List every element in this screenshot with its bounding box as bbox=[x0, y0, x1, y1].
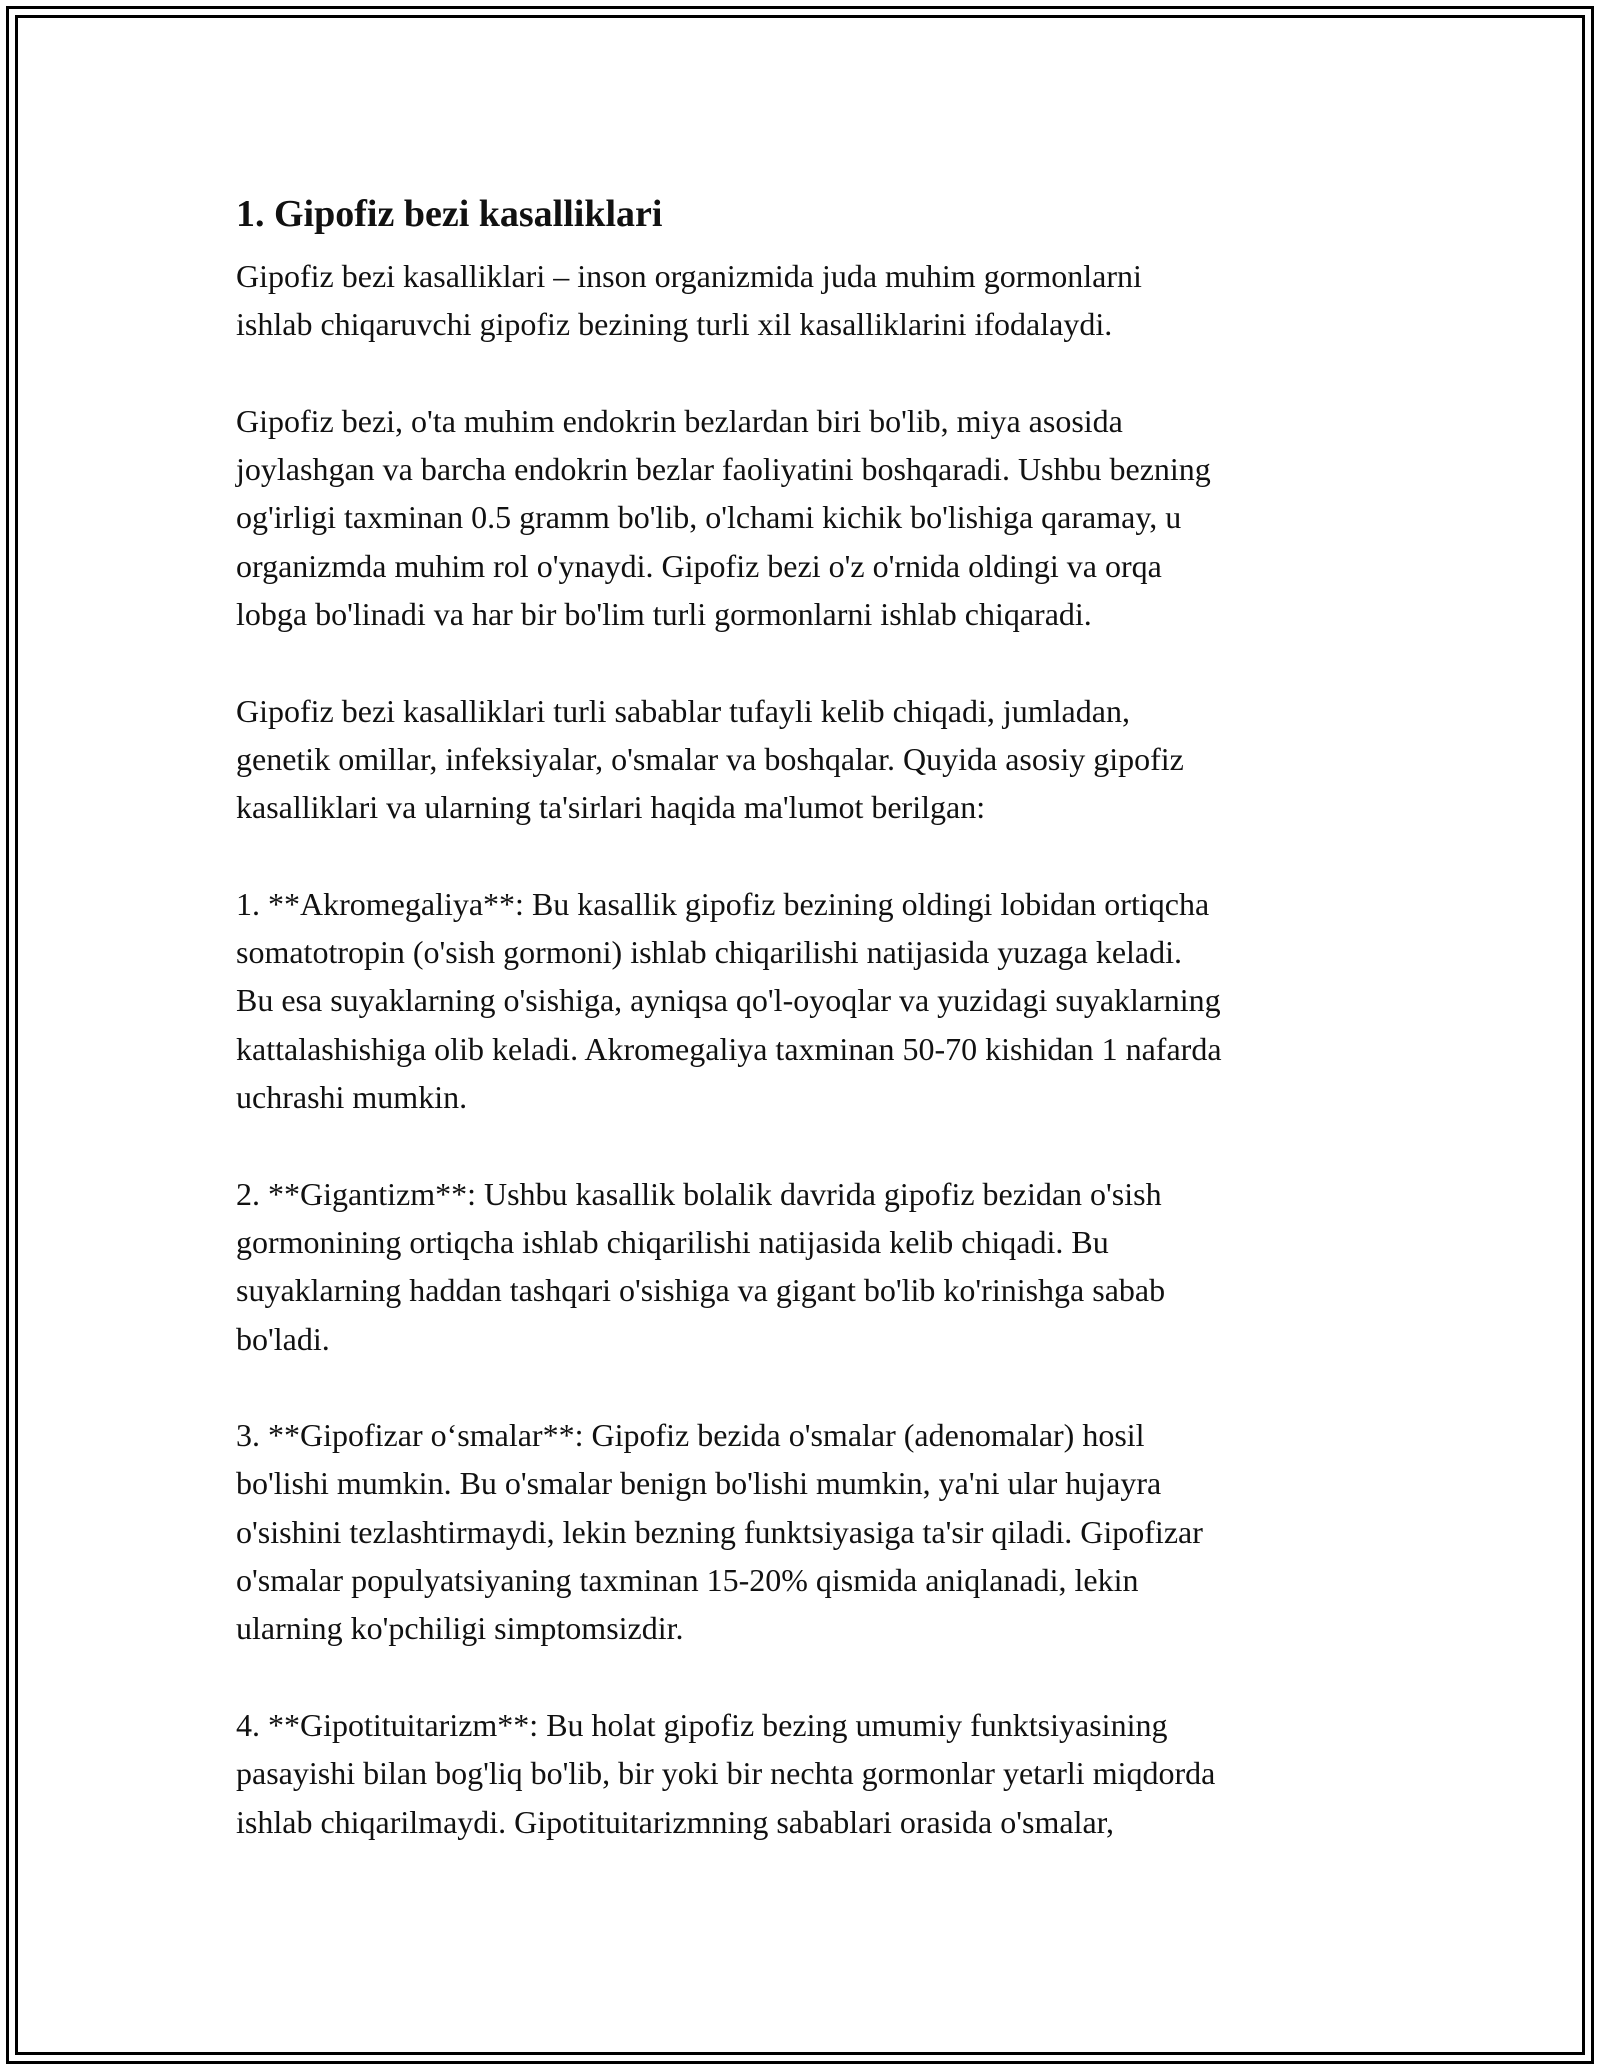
causes-paragraph: Gipofiz bezi kasalliklari turli sabablar tufayli kelib chiqadi, jumladan, genetik omillar, infeksiyalar, o'smalar va boshqalar. Quyida asosiy gipofiz kasalliklari va ularning ta'sirlari haqida ma'lumot berilgan: bbox=[236, 692, 1184, 826]
list-item-gigantizm: 2. **Gigantizm**: Ushbu kasallik bolalik davrida gipofiz bezidan o'sish gormonining ortiqcha ishlab chiqarilishi natijasida kelib chiqadi. Bu suyaklarning haddan tashqari o'sishiga va gigant bo'lib ko'rinishga sabab bo'ladi. bbox=[236, 1175, 1166, 1357]
document-body bbox=[236, 186, 1376, 1894]
list-item-gipotituitarizm: 4. **Gipotituitarizm**: Bu holat gipofiz bezing umumiy funktsiyasining pasayishi bilan bog'liq bo'lib, bir yoki bir nechta gormonlar yetarli miqdorda ishlab chiqarilmaydi. Gipotituitarizmning sabablari orasida o'smalar, bbox=[236, 1706, 1216, 1840]
intro-paragraph: Gipofiz bezi kasalliklari – inson organizmida juda muhim gormonlarni ishlab chiqaruvchi gipofiz bezining turli xil kasalliklarini ifodalaydi. bbox=[236, 258, 1142, 343]
description-paragraph: Gipofiz bezi, o'ta muhim endokrin bezlardan biri bo'lib, miya asosida joylashgan va barcha endokrin bezlar faoliyatini boshqaradi. Ushbu bezning og'irligi taxminan 0.5 gramm bo'lib, o'lchami kichik bo'lishiga qaramay, u organizmda muhim rol o'ynaydi. Gipofiz bezi o'z o'rnida oldingi va orqa lobga bo'linadi va har bir bo'lim turli gormonlarni ishlab chiqaradi. bbox=[236, 402, 1211, 633]
list-item-akromegaliya: 1. **Akromegaliya**: Bu kasallik gipofiz bezining oldingi lobidan ortiqcha somatotropin (o'sish gormoni) ishlab chiqarilishi natijasida yuzaga keladi. Bu esa suyaklarning o'sishiga, ayniqsa qo'l-oyoqlar va yuzidagi suyaklarning kattalashishiga olib keladi. Akromegaliya taxminan 50-70 kishidan 1 nafarda uchrashi mumkin. bbox=[236, 885, 1222, 1116]
list-item-gipofizar-osmalar: 3. **Gipofizar o‘smalar**: Gipofiz bezida o'smalar (adenomalar) hosil bo'lishi mumkin. Bu o'smalar benign bo'lishi mumkin, ya'ni ular hujayra o'sishini tezlashtirmaydi, lekin bezning funktsiyasiga ta'sir qiladi. Gipofizar o'smalar populyatsiyaning taxminan 15-20% qismida aniqlanadi, lekin ularning ko'pchiligi simptomsizdir. bbox=[236, 1417, 1203, 1647]
page-title: 1. Gipofiz bezi kasalliklari bbox=[236, 193, 663, 235]
